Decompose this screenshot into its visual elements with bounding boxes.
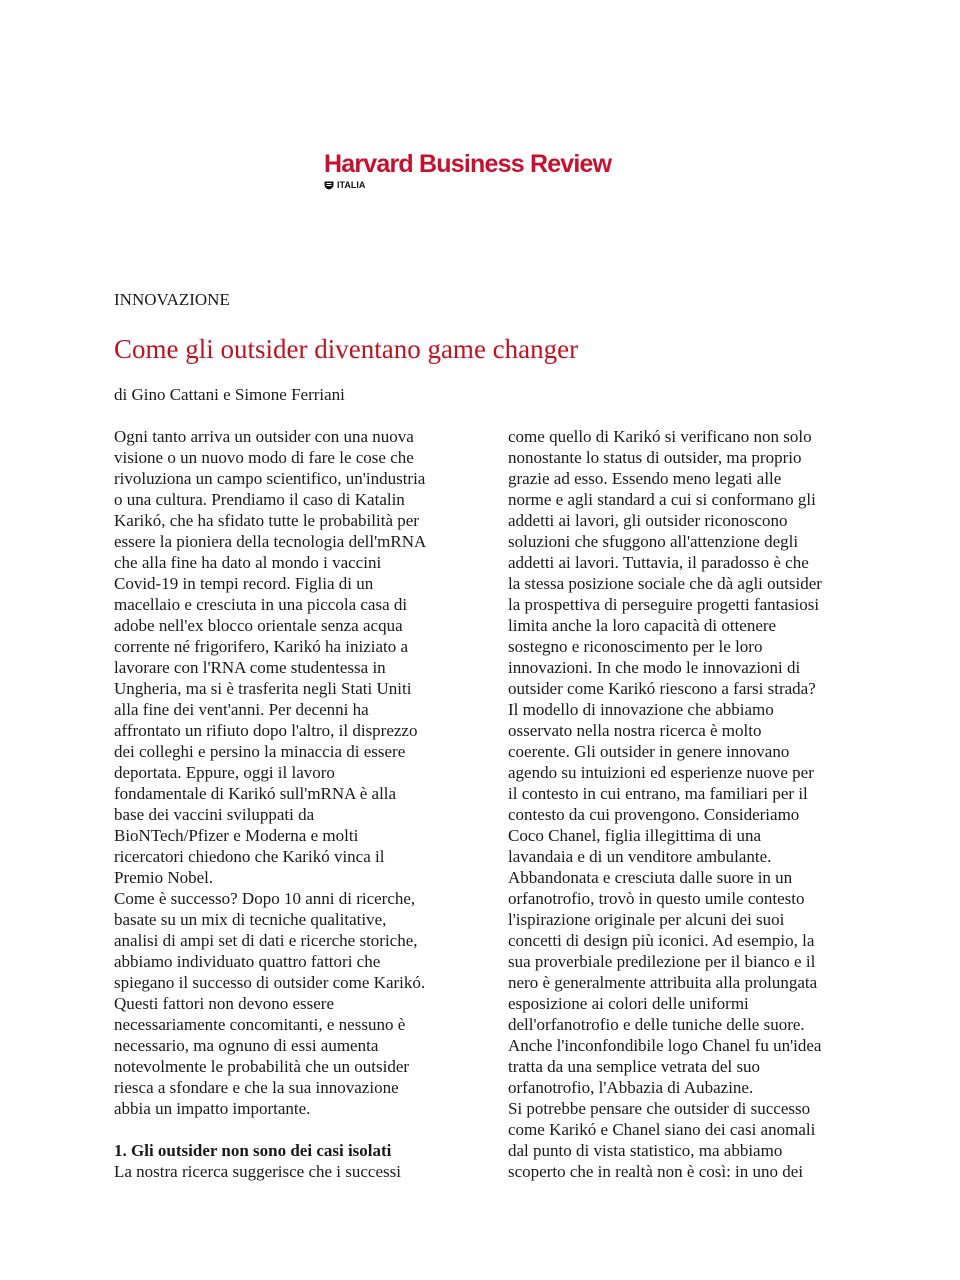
text-line: Ogni tanto arriva un outsider con una nuova	[114, 427, 414, 446]
text-line: analisi di ampi set di dati e ricerche storiche,	[114, 931, 418, 950]
text-line: Anche l'inconfondibile logo Chanel fu un'idea	[508, 1036, 822, 1055]
text-line: notevolmente le probabilità che un outsider	[114, 1057, 410, 1076]
text-line: o una cultura. Prendiamo il caso di Katalin	[114, 490, 405, 509]
text-line: concetti di design più iconici. Ad esempio, la	[508, 931, 815, 950]
logo-edition-label: ITALIA	[337, 180, 366, 190]
text-line: macellaio e cresciuta in una piccola casa di	[114, 595, 408, 614]
text-line: rivoluziona un campo scientifico, un'industria	[114, 469, 426, 488]
text-line: BioNTech/Pfizer e Moderna e molti	[114, 826, 359, 845]
text-line: Coco Chanel, figlia illegittima di una	[508, 826, 762, 845]
text-line: dal punto di vista statistico, ma abbiamo	[508, 1141, 783, 1160]
text-line: orfanotrofio, trovò in questo umile contesto	[508, 889, 805, 908]
logo-edition	[324, 179, 644, 191]
text-line: abbia un impatto importante.	[114, 1099, 311, 1118]
text-line: contesto da cui provengono. Consideriamo	[508, 805, 800, 824]
text-line: Premio Nobel.	[114, 868, 214, 887]
text-line: agendo su intuizioni ed esperienze nuove per	[508, 763, 814, 782]
text-line: il contesto in cui entrano, ma familiari per il	[508, 784, 808, 803]
text-line: come quello di Karikó si verificano non solo	[508, 427, 812, 446]
paragraph	[508, 426, 853, 1098]
text-line: scoperto che in realtà non è così: in uno dei	[508, 1162, 804, 1181]
text-line: base dei vaccini sviluppati da	[114, 805, 315, 824]
text-line: adobe nell'ex blocco orientale senza acqua	[114, 616, 403, 635]
text-line: lavandaia e di un venditore ambulante.	[508, 847, 772, 866]
text-line: dell'orfanotrofio e delle tuniche delle suore.	[508, 1015, 805, 1034]
text-line: La nostra ricerca suggerisce che i successi	[114, 1162, 401, 1181]
text-line: la prospettiva di perseguire progetti fantasiosi	[508, 595, 820, 614]
text-line: osservato nella nostra ricerca è molto	[508, 721, 762, 740]
text-line: riesca a sfondare e che la sua innovazione	[114, 1078, 399, 1097]
text-line: alla fine dei vent'anni. Per decenni ha	[114, 700, 369, 719]
right-column	[508, 426, 853, 1182]
text-line: nero è generalmente attribuita alla prolungata	[508, 973, 818, 992]
paragraph	[114, 426, 459, 888]
text-line: fondamentale di Karikó sull'mRNA è alla	[114, 784, 397, 803]
text-line: necessariamente concomitanti, e nessuno è	[114, 1015, 406, 1034]
text-line: l'ispirazione originale per alcuni dei suoi	[508, 910, 785, 929]
text-line: addetti ai lavori. Tuttavia, il paradosso è che	[508, 553, 809, 572]
text-line: basate su un mix di tecniche qualitative,	[114, 910, 387, 929]
text-line: spiegano il successo di outsider come Karikó.	[114, 973, 426, 992]
text-line: esposizione ai colori delle uniformi	[508, 994, 749, 1013]
text-line: orfanotrofio, l'Abbazia di Aubazine.	[508, 1078, 754, 1097]
section-label: INNOVAZIONE	[114, 290, 230, 309]
text-line: Karikó, che ha sfidato tutte le probabilità per	[114, 511, 419, 530]
hbr-logo	[324, 150, 644, 200]
shield-icon	[324, 181, 334, 190]
text-line: sua proverbiale predilezione per il bianco e il	[508, 952, 816, 971]
article-byline: di Gino Cattani e Simone Ferriani	[114, 385, 345, 404]
paragraph	[114, 888, 459, 1119]
text-line: Si potrebbe pensare che outsider di successo	[508, 1099, 811, 1118]
text-line: Questi fattori non devono essere	[114, 994, 334, 1013]
text-line: tratta da una semplice vetrata del suo	[508, 1057, 761, 1076]
text-line: Abbandonata e cresciuta dalle suore in un	[508, 868, 793, 887]
text-line: lavorare con l'RNA come studentessa in	[114, 658, 386, 677]
text-line: essere la pioniera della tecnologia dell'mRNA	[114, 532, 427, 551]
text-line: affrontato un rifiuto dopo l'altro, il disprezzo	[114, 721, 418, 740]
text-line: Come è successo? Dopo 10 anni di ricerche,	[114, 889, 416, 908]
text-line: Covid-19 in tempi record. Figlia di un	[114, 574, 374, 593]
text-line: Ungheria, ma si è trasferita negli Stati Uniti	[114, 679, 412, 698]
article-title: Come gli outsider diventano game changer	[114, 334, 579, 364]
text-line: norme e agli standard a cui si conformano gli	[508, 490, 816, 509]
text-line: coerente. Gli outsider in genere innovano	[508, 742, 790, 761]
text-line: ricercatori chiedono che Karikó vinca il	[114, 847, 385, 866]
text-line: soluzioni che sfuggono all'attenzione degli	[508, 532, 799, 551]
text-line: nonostante lo status di outsider, ma proprio	[508, 448, 802, 467]
text-line: come Karikó e Chanel siano dei casi anomali	[508, 1120, 816, 1139]
text-line: outsider come Karikó riescono a farsi strada?	[508, 679, 816, 698]
text-line: Il modello di innovazione che abbiamo	[508, 700, 774, 719]
text-line: deportata. Eppure, oggi il lavoro	[114, 763, 335, 782]
text-line: abbiamo individuato quattro fattori che	[114, 952, 381, 971]
text-line: sostegno e riconoscimento per le loro	[508, 637, 763, 656]
paragraph	[508, 1098, 853, 1182]
left-column	[114, 426, 459, 1182]
text-line: la stessa posizione sociale che dà agli outsider	[508, 574, 822, 593]
text-line: dei colleghi e persino la minaccia di essere	[114, 742, 406, 761]
text-line: innovazioni. In che modo le innovazioni di	[508, 658, 801, 677]
section-subheading: 1. Gli outsider non sono dei casi isolati	[114, 1141, 392, 1160]
text-line: necessario, ma ognuno di essi aumenta	[114, 1036, 379, 1055]
logo-title: Harvard Business Review	[324, 150, 612, 178]
text-line: che alla fine ha dato al mondo i vaccini	[114, 553, 382, 572]
text-line: visione o un nuovo modo di fare le cose che	[114, 448, 414, 467]
text-line: grazie ad esso. Essendo meno legati alle	[508, 469, 782, 488]
text-line: corrente né frigorifero, Karikó ha iniziato a	[114, 637, 409, 656]
text-line: limita anche la loro capacità di ottenere	[508, 616, 777, 635]
text-line: addetti ai lavori, gli outsider riconoscono	[508, 511, 788, 530]
paragraph	[114, 1161, 459, 1182]
